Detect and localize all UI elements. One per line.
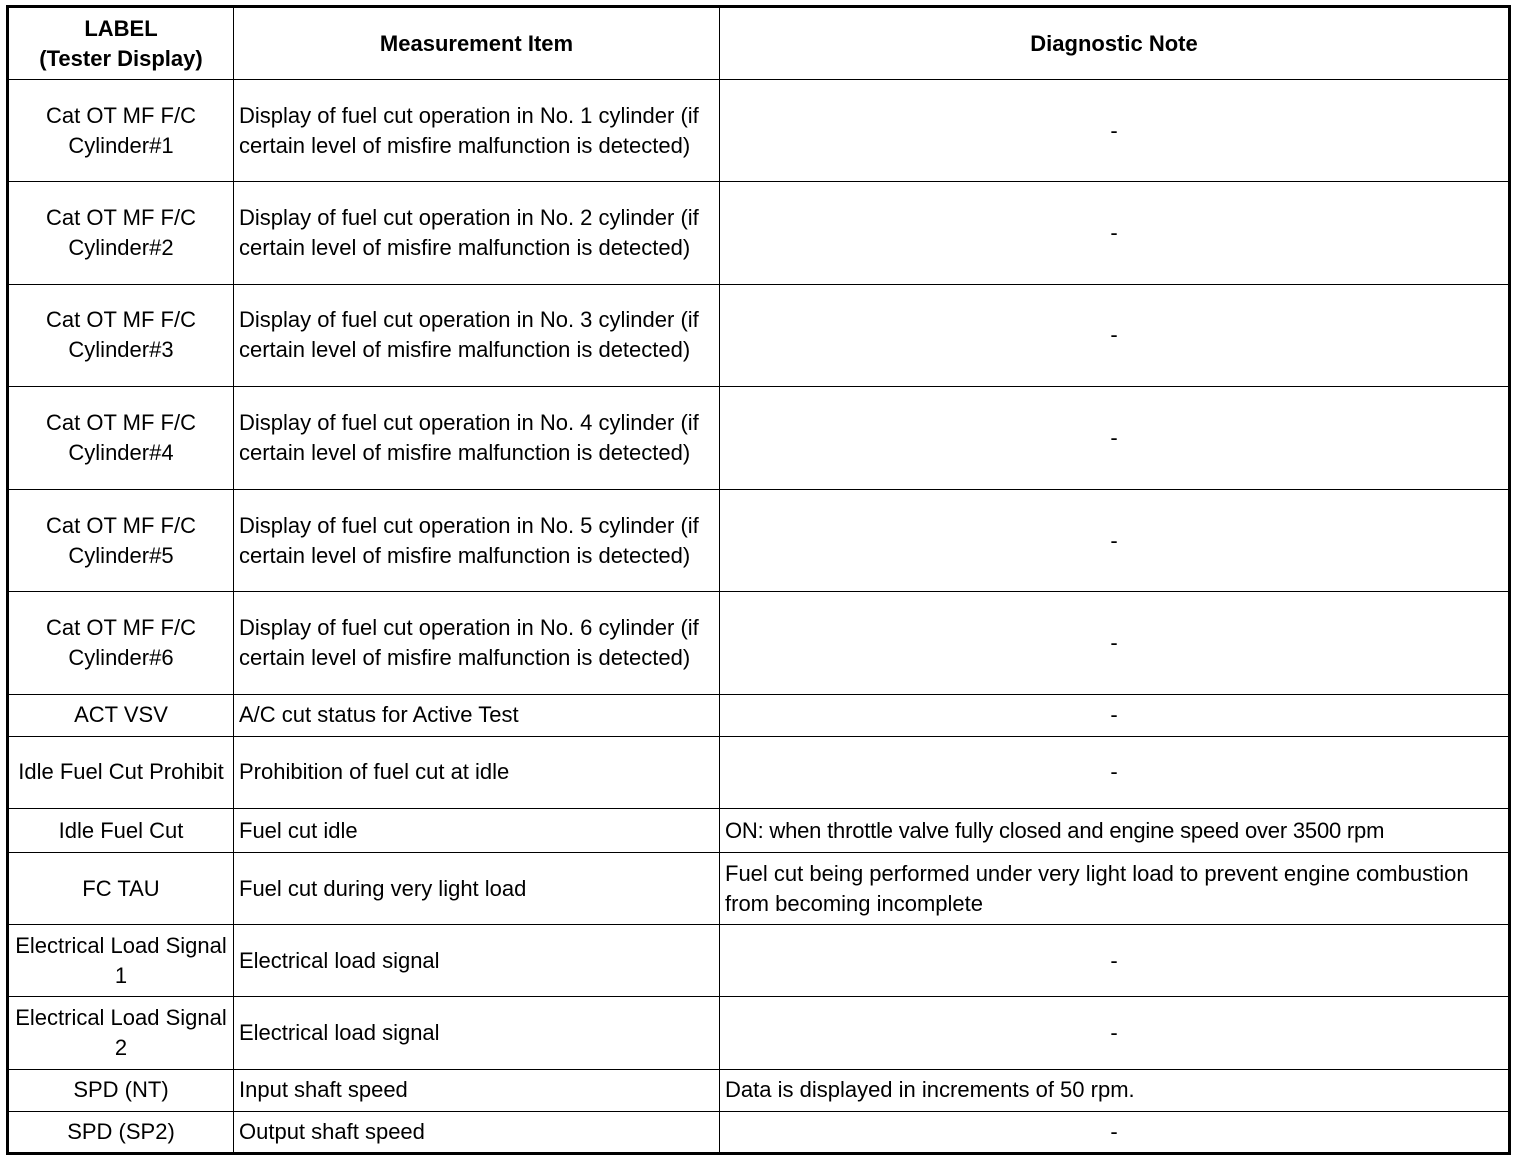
label-cell: ACT VSV <box>8 694 234 736</box>
measurement-item-cell: Display of fuel cut operation in No. 1 cylinder (if certain level of misfire malfunction is detected) <box>234 80 720 182</box>
table-row <box>8 490 1510 592</box>
diagnostic-note-cell: - <box>720 182 1510 284</box>
measurement-item-cell: Electrical load signal <box>234 997 720 1069</box>
label-cell: Cat OT MF F/C Cylinder#6 <box>8 592 234 694</box>
header-label-line2: (Tester Display) <box>39 45 203 71</box>
diagnostic-note-cell: - <box>720 284 1510 386</box>
table-row <box>8 1111 1510 1153</box>
table-row <box>8 997 1510 1069</box>
table-row <box>8 853 1510 925</box>
measurement-item-cell: Fuel cut during very light load <box>234 853 720 925</box>
label-cell: SPD (NT) <box>8 1069 234 1111</box>
table-row <box>8 925 1510 997</box>
table-row <box>8 808 1510 852</box>
table-row <box>8 1069 1510 1111</box>
table-row <box>8 182 1510 284</box>
data-list-table <box>6 5 1511 1155</box>
table-row <box>8 284 1510 386</box>
diagnostic-note-cell: Fuel cut being performed under very light load to prevent engine combustion from becoming incomplete <box>720 853 1510 925</box>
measurement-item-cell: Input shaft speed <box>234 1069 720 1111</box>
diagnostic-note-cell: - <box>720 997 1510 1069</box>
label-cell: SPD (SP2) <box>8 1111 234 1153</box>
header-label <box>8 7 234 80</box>
measurement-item-cell: Display of fuel cut operation in No. 5 cylinder (if certain level of misfire malfunction is detected) <box>234 490 720 592</box>
header-label-line1: LABEL <box>84 15 158 41</box>
label-cell: Idle Fuel Cut Prohibit <box>8 736 234 808</box>
measurement-item-cell: A/C cut status for Active Test <box>234 694 720 736</box>
measurement-item-cell: Display of fuel cut operation in No. 6 cylinder (if certain level of misfire malfunction is detected) <box>234 592 720 694</box>
label-cell: Cat OT MF F/C Cylinder#3 <box>8 284 234 386</box>
diagnostic-note-cell: - <box>720 592 1510 694</box>
diagnostic-note-cell: - <box>720 490 1510 592</box>
table-row <box>8 80 1510 182</box>
label-cell: Cat OT MF F/C Cylinder#1 <box>8 80 234 182</box>
diagnostic-note-cell: Data is displayed in increments of 50 rpm. <box>720 1069 1510 1111</box>
label-cell: Cat OT MF F/C Cylinder#5 <box>8 490 234 592</box>
diagnostic-note-cell: - <box>720 736 1510 808</box>
header-diagnostic-note: Diagnostic Note <box>720 7 1510 80</box>
diagnostic-note-cell: - <box>720 1111 1510 1153</box>
label-cell: Electrical Load Signal 1 <box>8 925 234 997</box>
measurement-item-cell: Output shaft speed <box>234 1111 720 1153</box>
label-cell: Idle Fuel Cut <box>8 808 234 852</box>
measurement-item-cell: Display of fuel cut operation in No. 3 cylinder (if certain level of misfire malfunction is detected) <box>234 284 720 386</box>
label-cell: Cat OT MF F/C Cylinder#2 <box>8 182 234 284</box>
diagnostic-note-cell: - <box>720 80 1510 182</box>
table-row <box>8 592 1510 694</box>
label-cell: FC TAU <box>8 853 234 925</box>
diagnostic-note-cell: - <box>720 694 1510 736</box>
measurement-item-cell: Prohibition of fuel cut at idle <box>234 736 720 808</box>
table-row <box>8 736 1510 808</box>
label-cell: Cat OT MF F/C Cylinder#4 <box>8 386 234 489</box>
table-row <box>8 694 1510 736</box>
measurement-item-cell: Display of fuel cut operation in No. 4 cylinder (if certain level of misfire malfunction is detected) <box>234 386 720 489</box>
label-cell: Electrical Load Signal 2 <box>8 997 234 1069</box>
diagnostic-note-cell: - <box>720 925 1510 997</box>
measurement-item-cell: Fuel cut idle <box>234 808 720 852</box>
diagnostic-note-cell: - <box>720 386 1510 489</box>
measurement-item-cell: Display of fuel cut operation in No. 2 cylinder (if certain level of misfire malfunction is detected) <box>234 182 720 284</box>
table-header-row <box>8 7 1510 80</box>
header-measurement-item: Measurement Item <box>234 7 720 80</box>
diagnostic-note-cell: ON: when throttle valve fully closed and engine speed over 3500 rpm <box>720 808 1510 852</box>
measurement-item-cell: Electrical load signal <box>234 925 720 997</box>
table-row <box>8 386 1510 489</box>
